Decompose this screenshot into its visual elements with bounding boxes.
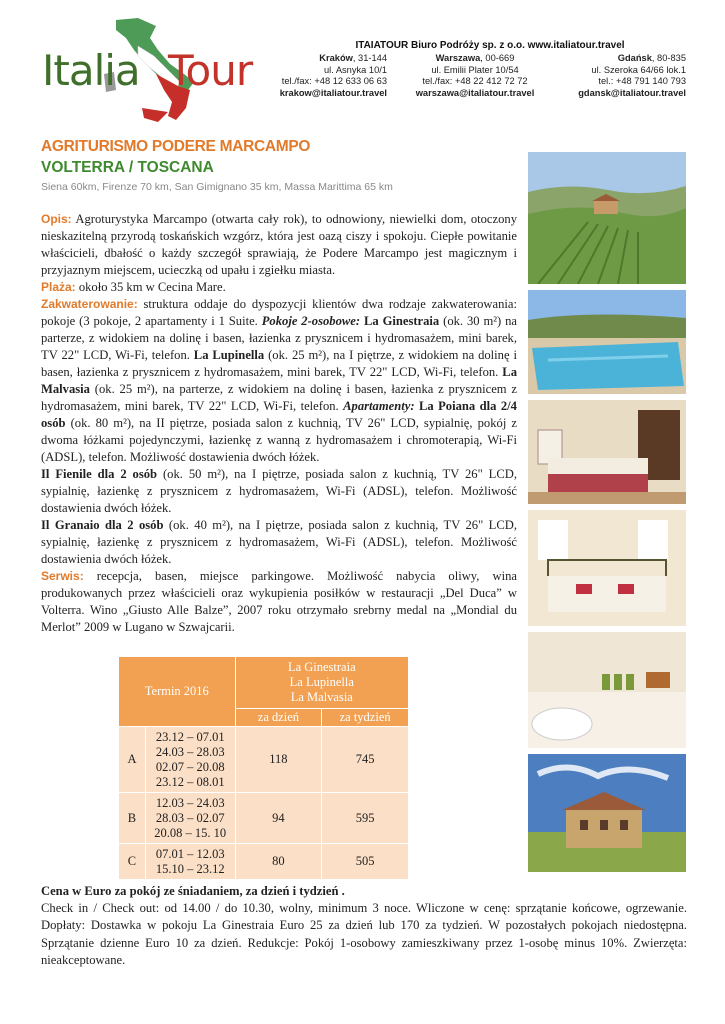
granaio-name: Il Granaio dla 2 osób — [41, 518, 164, 532]
office-postal: , 31-144 — [352, 53, 387, 63]
office-street: ul. Asnyka 10/1 — [323, 64, 387, 75]
pricing-notes — [41, 883, 687, 969]
serwis-label: Serwis: — [41, 569, 84, 583]
photo-bedroom-one — [528, 400, 686, 504]
price-table — [118, 656, 409, 880]
location-subtitle: VOLTERRA / TOSCANA — [41, 159, 214, 176]
fienile-text: (ok. 50 m²), na I piętrze, posiada salon z kuchnią, TV 26" LCD, sypialnię, łazienkę z prysznicem z hydromasażem, Wi-Fi (ADSL), telefon. Możliwość dostawienia dwóch łóżek. — [41, 467, 517, 515]
termin-header: Termin 2016 — [119, 657, 236, 727]
plaza-label: Plaża: — [41, 280, 76, 294]
serwis-text: recepcja, basen, miejsce parkingowe. Możliwość nabycia oliwy, wina produkowanych przez właścicieli oraz wykupienia posiłków w restauracji „Del Duca” w Volterra. Wino „Giusto Alle Balze”, 2007 roku otrzymało srebrny medal na „Mondial du Merlot” 2009 w Lugano w Szwajcarii. — [41, 569, 517, 634]
season-cell: C — [119, 844, 146, 880]
lupinella-text: (ok. 25 m²), na I piętrze, z widokiem na dolinę i basen, łazienka z prysznicem z hydromasażem, mini barek, TV 22" LCD, Wi-Fi, telefon. — [41, 348, 517, 379]
table-row — [119, 793, 409, 844]
office-postal: , 80-835 — [651, 53, 686, 63]
poiana-name: La Poiana dla 2/4 osób — [41, 399, 517, 430]
logo-word-italia: Italia — [42, 46, 140, 95]
logo-word-tour: Tour — [168, 46, 253, 95]
price-day-cell: 80 — [235, 844, 322, 880]
season-cell: A — [119, 727, 146, 793]
price-week-cell: 505 — [322, 844, 409, 880]
office-phone: tel./fax: +48 22 412 72 72 — [422, 76, 528, 87]
granaio-text: (ok. 40 m²), na I piętrze, posiada salon z kuchnią, TV 26" LCD, sypialnię, łazienkę z prysznicem z hydromasażem, Wi-Fi (ADSL), telefon. Możliwość dostawienia dwóch łóżek. — [41, 518, 518, 566]
malvasia-text: (ok. 25 m²), na parterze, z widokiem na dolinę i basen, łazienka z prysznicem z hydromasażem, mini barek, TV 22" LCD, Wi-Fi, telefon. — [41, 382, 517, 413]
photo-farmhouse — [528, 754, 686, 872]
dates-cell — [145, 844, 235, 880]
col-day-header: za dzień — [235, 709, 322, 727]
opis-text: Agroturystyka Marcampo (otwarta cały rok), to odnowiony, niewielki dom, otoczony nieskazitelną przyrodą toskańskich wzgórz, która jest oazą ciszy i spokoju. Ciepłe powitanie właścicieli, dbałość o każdy szczegół sprawiają, że Podere Marcampo jest magicznym i przyjaznym miejscem, ucieczką od upału i zgiełku miasta. — [41, 212, 517, 277]
table-row — [119, 727, 409, 793]
office-city: Warszawa — [435, 53, 481, 63]
room-name: La Lupinella — [289, 675, 354, 689]
price-day-cell: 118 — [235, 727, 322, 793]
date-range: 02.07 – 20.08 — [155, 759, 225, 774]
serwis-paragraph — [41, 568, 517, 636]
office-phone: tel./fax: +48 12 633 06 63 — [281, 76, 387, 87]
fienile-name: Il Fienile dla 2 osób — [41, 467, 158, 481]
room-name: La Malvasia — [290, 690, 353, 704]
opis-paragraph — [41, 211, 517, 279]
office-street: ul. Emilii Plater 10/54 — [431, 64, 519, 75]
rooms-header — [235, 657, 408, 709]
office-krakow — [262, 53, 387, 99]
plaza-text: około 35 km w Cecina Mare. — [75, 280, 226, 294]
pricing-details: Check in / Check out: od 14.00 / do 10.30, wolny, minimum 3 noce. Wliczone w cenę: sprzątanie końcowe, ogrzewanie. Dopłaty: Dostawka w pokoju La Ginestraia Euro 25 za dzień lub 170 za tydzień. W pozostałych pokojach niedostępna. Sprzątanie dzienne Euro 10 za dzień. Redukcje: Pokój 1-osobowy zamieszkiwany przez 1-osobę minus 10%. Zwierzęta: nieakceptowane. — [41, 901, 687, 967]
dates-cell — [145, 793, 235, 844]
poiana-text: (ok. 80 m²), na II piętrze, posiada salon z kuchnią, TV 26" LCD, sypialnię, pokój z dwoma łóżkami pojedynczymi, łazienkę z wanną z hydromasażem i chromoterapią, Wi-Fi (ADSL), telefon. Możliwość dostawienia dwóch łóżek. — [41, 416, 517, 464]
pricing-heading: Cena w Euro za pokój ze śniadaniem, za dzień i tydzień . — [41, 884, 345, 898]
col-week-header: za tydzień — [322, 709, 409, 727]
granaio-paragraph — [41, 517, 517, 568]
distances-line: Siena 60km, Firenze 70 km, San Gimignano 35 km, Massa Marittima 65 km — [41, 181, 393, 193]
office-email-link[interactable]: warszawa@italiatour.travel — [415, 87, 535, 98]
plaza-paragraph — [41, 279, 517, 296]
photo-swimming-pool — [528, 290, 686, 394]
photo-landscape-vineyard — [528, 152, 686, 284]
office-gdansk — [546, 53, 686, 99]
malvasia-name: La Malvasia — [41, 365, 517, 396]
price-day-cell: 94 — [235, 793, 322, 844]
price-week-cell: 745 — [322, 727, 409, 793]
lupinella-name: La Lupinella — [193, 348, 265, 362]
season-cell: B — [119, 793, 146, 844]
room-name: La Ginestraia — [287, 660, 356, 674]
table-row — [119, 844, 409, 880]
price-week-cell: 595 — [322, 793, 409, 844]
date-range: 15.10 – 23.12 — [155, 861, 225, 876]
italia-tour-logo — [28, 16, 258, 126]
opis-label: Opis: — [41, 212, 72, 226]
office-postal: , 00-669 — [480, 53, 515, 63]
photo-bathroom — [528, 632, 686, 748]
office-city: Kraków — [319, 53, 353, 63]
page-title: AGRITURISMO PODERE MARCAMPO — [41, 138, 311, 155]
office-warszawa — [410, 53, 540, 99]
pokoje-label: Pokoje 2-osobowe: — [261, 314, 361, 328]
office-city: Gdańsk — [617, 53, 652, 63]
date-range: 07.01 – 12.03 — [155, 846, 225, 861]
zakwaterowanie-label: Zakwaterowanie: — [41, 297, 138, 311]
dates-cell — [145, 727, 235, 793]
office-email-link[interactable]: krakow@italiatour.travel — [279, 87, 387, 98]
photo-bedroom-two — [528, 510, 686, 626]
company-line: ITAIATOUR Biuro Podróży sp. z o.o. www.italiatour.travel — [355, 40, 625, 51]
description-body — [41, 211, 517, 636]
office-email-link[interactable]: gdansk@italiatour.travel — [578, 87, 686, 98]
date-range: 20.08 – 15. 10 — [154, 825, 227, 840]
zakwaterowanie-intro: struktura oddaje do dyspozycji klientów dwa rodzaje zakwaterowania: pokoje (3 pokoje, 2 apartamenty i 1 Suite. — [41, 297, 517, 328]
date-range: 23.12 – 07.01 — [155, 729, 225, 744]
date-range: 28.03 – 02.07 — [155, 810, 225, 825]
fienile-paragraph — [41, 466, 517, 517]
date-range: 12.03 – 24.03 — [155, 795, 225, 810]
ginestraia-name: La Ginestraia — [360, 314, 440, 328]
ginestraia-text: (ok. 30 m²) na parterze, z widokiem na dolinę i basen, łazienka z prysznicem i hydromasażem, mini barek, TV 22" LCD, Wi-Fi, telefon. — [41, 314, 517, 362]
zakwaterowanie-paragraph — [41, 296, 517, 466]
office-street: ul. Szeroka 64/66 lok.1 — [591, 64, 686, 75]
office-phone: tel.: +48 791 140 793 — [598, 76, 686, 87]
date-range: 23.12 – 08.01 — [155, 774, 225, 789]
date-range: 24.03 – 28.03 — [155, 744, 225, 759]
apartamenty-label: Apartamenty: — [343, 399, 415, 413]
